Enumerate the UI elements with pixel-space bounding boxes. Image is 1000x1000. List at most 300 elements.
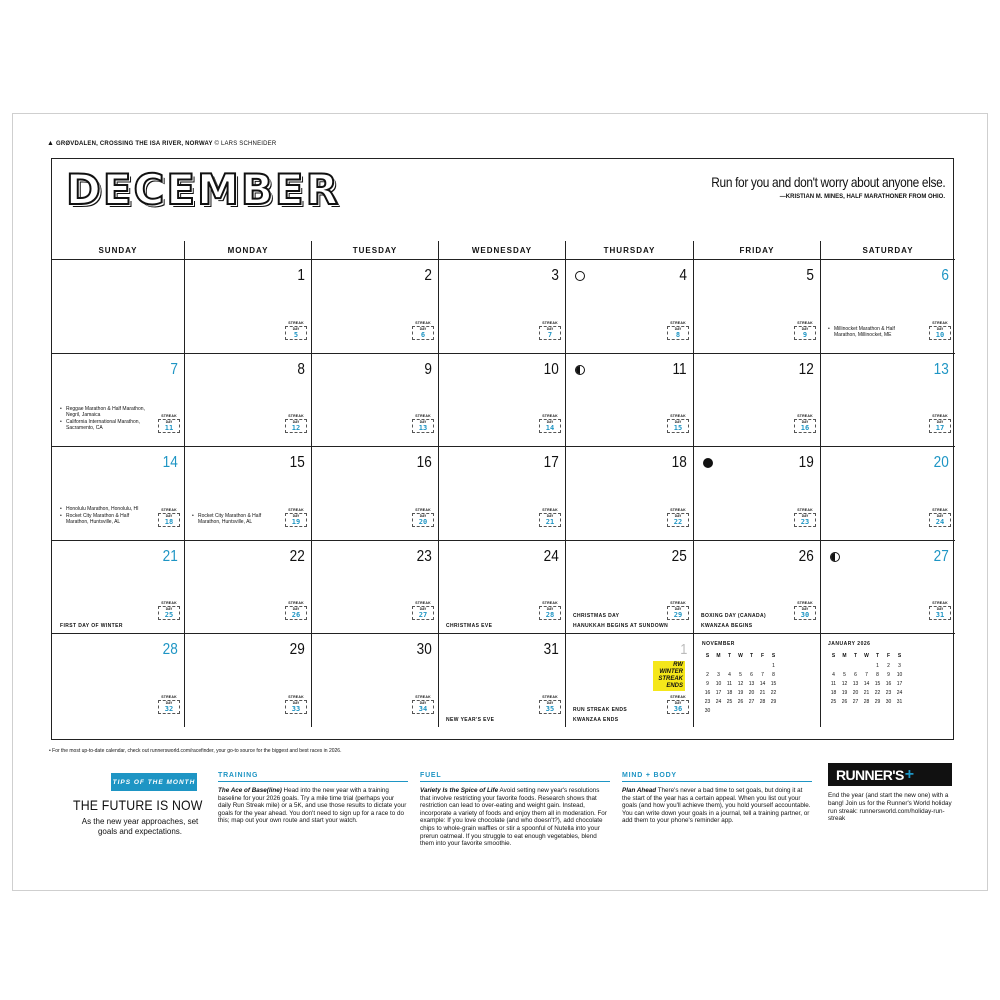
day-number: 22 xyxy=(289,548,305,565)
footnote: • For the most up-to-date calendar, check out runnersworld.com/racefinder, your go-to source for the biggest and best races in 2026. xyxy=(49,748,342,754)
mini-day: 1 xyxy=(772,662,775,669)
streak-box xyxy=(667,326,689,340)
streak-label: STREAK xyxy=(415,321,431,325)
mini-day: 2 xyxy=(887,662,890,669)
mini-day xyxy=(724,661,735,670)
day-number: 6 xyxy=(941,267,949,284)
streak-label: STREAK xyxy=(670,414,686,418)
streak-label: STREAK xyxy=(288,508,304,512)
streak-box xyxy=(285,606,307,620)
streak-day-number: 18 xyxy=(164,518,174,526)
mini-day: 4 xyxy=(832,671,835,678)
streak-label: STREAK xyxy=(670,695,686,699)
mini-day: 6 xyxy=(854,671,857,678)
streak-label: STREAK xyxy=(542,508,558,512)
day-label: DAY xyxy=(546,514,554,518)
streak-box xyxy=(158,606,180,620)
day-label: DAY xyxy=(674,514,682,518)
day-label: DAY xyxy=(674,607,682,611)
moon-phase-icon xyxy=(575,271,585,281)
day-label: DAY xyxy=(674,327,682,331)
mini-calendar-title: JANUARY 2026 xyxy=(828,641,871,647)
plus-icon: + xyxy=(904,765,914,783)
photo-caption xyxy=(47,140,276,147)
streak-day-number: 6 xyxy=(420,331,426,339)
streak-box xyxy=(794,326,816,340)
mini-day: 10 xyxy=(715,680,722,687)
mini-day xyxy=(768,706,779,715)
day-cell[interactable] xyxy=(438,633,565,727)
streak-box xyxy=(412,606,434,620)
day-cell[interactable] xyxy=(311,259,438,353)
streak-badge xyxy=(285,695,307,715)
caption-credit: © LARS SCHNEIDER xyxy=(214,141,277,147)
day-number: 20 xyxy=(933,454,949,471)
day-number: 28 xyxy=(162,641,178,658)
mini-day: 11 xyxy=(830,680,837,687)
mini-day: 19 xyxy=(841,689,848,696)
day-label: DAY xyxy=(801,327,809,331)
day-number: 26 xyxy=(798,548,814,565)
mini-weekday: W xyxy=(864,653,869,659)
weekday-header: FRIDAY xyxy=(693,241,820,259)
day-number: 21 xyxy=(162,548,178,565)
streak-day-number: 35 xyxy=(545,705,555,713)
streak-label: STREAK xyxy=(670,321,686,325)
weekday-header: SATURDAY xyxy=(820,241,955,259)
streak-badge xyxy=(929,508,951,528)
day-number: 12 xyxy=(798,361,814,378)
streak-day-number: 33 xyxy=(291,705,301,713)
day-cell[interactable] xyxy=(311,540,438,633)
streak-label: STREAK xyxy=(415,414,431,418)
mini-weekday: W xyxy=(738,653,743,659)
streak-badge xyxy=(412,508,434,528)
day-cell[interactable] xyxy=(52,353,184,446)
streak-badge xyxy=(539,695,561,715)
mini-day xyxy=(757,661,768,670)
holiday-list xyxy=(573,613,668,629)
streak-badge xyxy=(539,601,561,621)
streak-box xyxy=(929,419,951,433)
streak-label: STREAK xyxy=(288,601,304,605)
streak-day-number: 11 xyxy=(164,424,174,432)
streak-label: STREAK xyxy=(161,414,177,418)
streak-badge xyxy=(158,695,180,715)
tip-text: Avoid setting new year's resolutions that involve restricting your favorite foods. Research shows that restriction can lead to over-eating and weight gain. Instead, incorporate a variety of foods and enjoy them all in moderation. For example: If you love chocolate (and who doesn't?), add chocolate chips to whole-grain waffles or stir a spoonful of Nutella into your prerun oatmeal. If you struggle to eat enough vegetables, blend them into your favorite smoothie. xyxy=(420,787,607,848)
day-number: 29 xyxy=(289,641,305,658)
day-cell[interactable] xyxy=(438,446,565,540)
race-item[interactable]: • Rocket City Marathon & Half Marathon, Huntsville, AL xyxy=(192,513,278,525)
mini-day: 27 xyxy=(748,698,755,705)
day-cell[interactable] xyxy=(311,353,438,446)
race-list xyxy=(60,406,146,432)
day-number: 1 xyxy=(297,267,305,284)
tip-body xyxy=(420,787,610,848)
streak-badge xyxy=(794,601,816,621)
day-number: 17 xyxy=(543,454,559,471)
mini-weekday: F xyxy=(760,653,765,659)
month-title: DECEMBER xyxy=(66,165,340,214)
day-number: 1 xyxy=(679,641,687,658)
streak-badge xyxy=(158,508,180,528)
mini-day: 25 xyxy=(830,698,837,705)
day-cell[interactable] xyxy=(565,259,693,353)
day-label: DAY xyxy=(292,327,300,331)
streak-badge xyxy=(794,508,816,528)
streak-label: STREAK xyxy=(670,508,686,512)
holiday-list xyxy=(573,707,627,723)
calendar-page xyxy=(12,113,988,891)
day-cell[interactable] xyxy=(184,540,311,633)
holiday-item: RUN STREAK ENDS xyxy=(573,707,628,713)
streak-day-number: 9 xyxy=(802,331,808,339)
mini-day: 22 xyxy=(770,689,777,696)
day-cell[interactable] xyxy=(820,353,955,446)
holiday-item: CHRISTMAS EVE xyxy=(446,623,493,629)
day-label: DAY xyxy=(546,420,554,424)
mini-day: 24 xyxy=(715,698,722,705)
quote-text: Run for you and don't worry about anyone else. xyxy=(710,174,945,190)
promo-link[interactable]: runnersworld.com/holiday-run-streak xyxy=(828,807,945,823)
day-cell[interactable] xyxy=(565,446,693,540)
mini-day: 2 xyxy=(706,671,709,678)
streak-badge xyxy=(285,508,307,528)
mini-weekday: T xyxy=(875,653,880,659)
day-cell[interactable] xyxy=(565,540,693,633)
race-item[interactable]: • California International Marathon, Sacramento, CA xyxy=(60,419,146,431)
day-cell[interactable] xyxy=(184,353,311,446)
quote-attribution: —KRISTIAN M. MINES, HALF MARATHONER FROM OHIO. xyxy=(779,194,945,200)
day-cell[interactable] xyxy=(820,446,955,540)
streak-label: STREAK xyxy=(797,508,813,512)
day-number: 18 xyxy=(671,454,687,471)
race-item[interactable]: • Honolulu Marathon, Honolulu, HI xyxy=(60,506,146,512)
moon-phase-icon xyxy=(830,552,840,562)
mini-day: 26 xyxy=(841,698,848,705)
weekday-header: MONDAY xyxy=(184,241,311,259)
holiday-list xyxy=(701,613,766,629)
mini-day xyxy=(861,661,872,670)
mini-weekday: S xyxy=(705,653,710,659)
streak-day-number: 22 xyxy=(673,518,683,526)
streak-box xyxy=(285,326,307,340)
day-label: DAY xyxy=(801,607,809,611)
mini-day: 13 xyxy=(748,680,755,687)
streak-badge xyxy=(539,414,561,434)
mini-day: 27 xyxy=(852,698,859,705)
day-cell[interactable] xyxy=(52,259,184,353)
mini-day: 9 xyxy=(706,680,709,687)
holiday-list xyxy=(446,717,494,723)
mini-day: 4 xyxy=(728,671,731,678)
mini-day: 19 xyxy=(737,689,744,696)
day-cell[interactable] xyxy=(693,540,820,633)
day-cell[interactable] xyxy=(52,633,184,727)
mini-day xyxy=(735,661,746,670)
streak-box xyxy=(285,513,307,527)
streak-badge xyxy=(667,508,689,528)
streak-day-number: 20 xyxy=(418,518,428,526)
holiday-item: CHRISTMAS DAY xyxy=(573,613,620,619)
streak-day-number: 24 xyxy=(935,518,945,526)
day-cell[interactable] xyxy=(184,633,311,727)
streak-box xyxy=(794,606,816,620)
streak-day-number: 34 xyxy=(418,705,428,713)
mini-day: 9 xyxy=(887,671,890,678)
day-cell[interactable] xyxy=(565,353,693,446)
race-list xyxy=(192,513,278,526)
streak-label: STREAK xyxy=(797,414,813,418)
mini-calendar-table xyxy=(828,653,905,706)
day-cell[interactable] xyxy=(311,446,438,540)
mini-weekday: T xyxy=(749,653,754,659)
mini-day xyxy=(757,706,768,715)
streak-box xyxy=(539,419,561,433)
tip-lead: Variety Is the Spice of Life xyxy=(420,787,499,794)
streak-day-number: 12 xyxy=(291,424,301,432)
holiday-item: KWANZAA BEGINS xyxy=(701,623,753,629)
mini-day: 13 xyxy=(852,680,859,687)
weekday-header: TUESDAY xyxy=(311,241,438,259)
streak-box xyxy=(667,419,689,433)
race-item[interactable]: • Rocket City Marathon & Half Marathon, Huntsville, AL xyxy=(60,513,146,525)
mini-day: 3 xyxy=(898,662,901,669)
day-label: DAY xyxy=(292,514,300,518)
streak-label: STREAK xyxy=(415,601,431,605)
streak-label: STREAK xyxy=(415,508,431,512)
streak-day-number: 28 xyxy=(545,611,555,619)
promo-text: End the year (and start the new one) with a bang! Join us for the Runner's World holiday run streak: xyxy=(828,792,952,815)
mini-day: 1 xyxy=(876,662,879,669)
streak-box xyxy=(929,326,951,340)
day-number: 8 xyxy=(297,361,305,378)
streak-day-number: 25 xyxy=(164,611,174,619)
mini-weekday: S xyxy=(771,653,776,659)
tips-subtitle: As the new year approaches, set goals and expectations. xyxy=(81,817,199,836)
streak-badge xyxy=(794,321,816,341)
streak-badge xyxy=(929,414,951,434)
streak-badge xyxy=(667,414,689,434)
tip-body xyxy=(218,787,408,825)
streak-label: STREAK xyxy=(797,601,813,605)
day-number: 19 xyxy=(798,454,814,471)
mini-day: 10 xyxy=(896,671,903,678)
holiday-item: KWANZAA ENDS xyxy=(573,717,619,723)
mini-day: 3 xyxy=(717,671,720,678)
streak-day-number: 10 xyxy=(935,331,945,339)
streak-box xyxy=(539,513,561,527)
tip-head: MIND + BODY xyxy=(622,772,812,782)
mini-day: 20 xyxy=(852,689,859,696)
mini-day: 23 xyxy=(885,689,892,696)
streak-box xyxy=(412,419,434,433)
tips-badge: TIPS OF THE MONTH xyxy=(111,773,197,791)
day-cell[interactable] xyxy=(438,540,565,633)
day-label: DAY xyxy=(292,607,300,611)
day-number: 13 xyxy=(933,361,949,378)
holiday-list xyxy=(446,623,492,629)
day-number: 9 xyxy=(424,361,432,378)
day-label: DAY xyxy=(419,420,427,424)
streak-day-number: 23 xyxy=(800,518,810,526)
day-cell[interactable] xyxy=(438,259,565,353)
mini-day xyxy=(735,706,746,715)
day-label: DAY xyxy=(165,607,173,611)
day-label: DAY xyxy=(546,607,554,611)
streak-badge xyxy=(412,321,434,341)
tip-lead: The Ace of Base(line) xyxy=(218,787,282,794)
streak-label: STREAK xyxy=(161,601,177,605)
mini-day xyxy=(724,706,735,715)
day-number: 27 xyxy=(933,548,949,565)
race-item[interactable]: • Reggae Marathon & Half Marathon, Negril, Jamaica xyxy=(60,406,146,418)
race-item[interactable]: • Millinocket Marathon & Half Marathon, Millinocket, ME xyxy=(828,326,914,338)
streak-box xyxy=(158,700,180,714)
streak-badge xyxy=(412,695,434,715)
streak-badge xyxy=(285,321,307,341)
streak-day-number: 13 xyxy=(418,424,428,432)
mini-calendar xyxy=(828,641,905,706)
streak-box xyxy=(158,419,180,433)
streak-box xyxy=(929,606,951,620)
mini-day: 7 xyxy=(761,671,764,678)
streak-box xyxy=(539,606,561,620)
day-label: DAY xyxy=(936,514,944,518)
mini-day: 22 xyxy=(874,689,881,696)
mini-day: 17 xyxy=(896,680,903,687)
streak-label: STREAK xyxy=(670,601,686,605)
streak-badge xyxy=(285,601,307,621)
mini-day: 21 xyxy=(863,689,870,696)
day-cell[interactable] xyxy=(184,259,311,353)
day-label: DAY xyxy=(936,420,944,424)
moon-phase-icon xyxy=(575,365,585,375)
tip-training xyxy=(218,772,408,825)
streak-box xyxy=(412,326,434,340)
day-label: DAY xyxy=(419,607,427,611)
day-number: 10 xyxy=(543,361,559,378)
streak-day-number: 27 xyxy=(418,611,428,619)
mini-day: 23 xyxy=(704,698,711,705)
day-label: DAY xyxy=(292,420,300,424)
streak-box xyxy=(667,606,689,620)
mini-day xyxy=(850,661,861,670)
mini-calendar-title: NOVEMBER xyxy=(702,641,735,647)
logo-text: RUNNER'S xyxy=(836,766,904,783)
day-label: DAY xyxy=(165,514,173,518)
mini-day: 28 xyxy=(863,698,870,705)
mini-day: 18 xyxy=(830,689,837,696)
streak-label: STREAK xyxy=(288,695,304,699)
mini-day: 11 xyxy=(726,680,733,687)
streak-badge xyxy=(412,601,434,621)
streak-label: STREAK xyxy=(161,695,177,699)
mini-day: 14 xyxy=(759,680,766,687)
tip-text: There's never a bad time to set goals, but doing it at the start of the year has a certain appeal. When you list out your goals (and how you'll achieve them), you hold yourself accountable. You can write down your goals in a journal, tell a training partner, or add them to your phone's reminder app. xyxy=(622,787,811,825)
tip-head: FUEL xyxy=(420,772,610,782)
streak-day-number: 26 xyxy=(291,611,301,619)
mini-day: 24 xyxy=(896,689,903,696)
streak-box xyxy=(412,513,434,527)
day-cell[interactable] xyxy=(693,446,820,540)
runners-world-logo xyxy=(828,763,952,786)
tip-text: Head into the new year with a training baseline for your 2026 goals. Try a mile time trial (perhaps your daily Run Streak mile) or a 5K, and use those results to dictate your goals for the year ahead. You don't need to sign up for a race to do this; map out your own route and start your watch. xyxy=(218,787,407,825)
streak-day-number: 17 xyxy=(935,424,945,432)
holiday-list xyxy=(60,623,123,629)
mini-day: 26 xyxy=(737,698,744,705)
mini-day: 30 xyxy=(704,707,711,714)
day-number: 5 xyxy=(806,267,814,284)
day-number: 16 xyxy=(416,454,432,471)
day-cell[interactable] xyxy=(52,446,184,540)
streak-box xyxy=(929,513,951,527)
streak-box xyxy=(794,513,816,527)
day-label: DAY xyxy=(292,701,300,705)
race-list xyxy=(60,506,146,526)
mini-weekday: F xyxy=(886,653,891,659)
day-label: DAY xyxy=(165,701,173,705)
day-number: 31 xyxy=(543,641,559,658)
day-number: 11 xyxy=(672,361,687,378)
day-number: 25 xyxy=(671,548,687,565)
day-label: DAY xyxy=(546,327,554,331)
day-cell[interactable] xyxy=(820,259,955,353)
month-calendar xyxy=(51,158,954,740)
mini-day: 25 xyxy=(726,698,733,705)
streak-badge xyxy=(667,601,689,621)
day-cell[interactable] xyxy=(438,353,565,446)
day-cell[interactable] xyxy=(311,633,438,727)
day-cell[interactable] xyxy=(820,540,955,633)
mini-day xyxy=(713,661,724,670)
streak-box xyxy=(158,513,180,527)
streak-label: STREAK xyxy=(288,321,304,325)
day-number: 15 xyxy=(289,454,305,471)
streak-day-number: 19 xyxy=(291,518,301,526)
day-cell[interactable] xyxy=(693,353,820,446)
mini-day xyxy=(713,706,724,715)
mini-calendar-table xyxy=(702,653,779,715)
day-cell[interactable] xyxy=(693,259,820,353)
mini-day: 15 xyxy=(874,680,881,687)
streak-badge xyxy=(158,601,180,621)
mini-weekday: M xyxy=(842,653,847,659)
race-list xyxy=(828,326,914,339)
tips-title: THE FUTURE IS NOW xyxy=(73,797,203,813)
mini-day: 21 xyxy=(759,689,766,696)
streak-day-number: 30 xyxy=(800,611,810,619)
tip-fuel xyxy=(420,772,610,848)
day-cell[interactable] xyxy=(52,540,184,633)
mini-day: 16 xyxy=(704,689,711,696)
streak-day-number: 31 xyxy=(935,611,945,619)
streak-day-number: 7 xyxy=(547,331,553,339)
day-cell[interactable] xyxy=(184,446,311,540)
mini-weekday: M xyxy=(716,653,721,659)
mini-day: 20 xyxy=(748,689,755,696)
day-number: 23 xyxy=(416,548,432,565)
holiday-item: HANUKKAH BEGINS AT SUNDOWN xyxy=(573,623,669,629)
mini-day: 28 xyxy=(759,698,766,705)
mini-day: 12 xyxy=(737,680,744,687)
streak-badge xyxy=(539,508,561,528)
streak-day-number: 5 xyxy=(293,331,299,339)
day-label: DAY xyxy=(419,327,427,331)
mini-day: 5 xyxy=(843,671,846,678)
day-cell[interactable] xyxy=(565,633,693,727)
mini-day: 8 xyxy=(772,671,775,678)
